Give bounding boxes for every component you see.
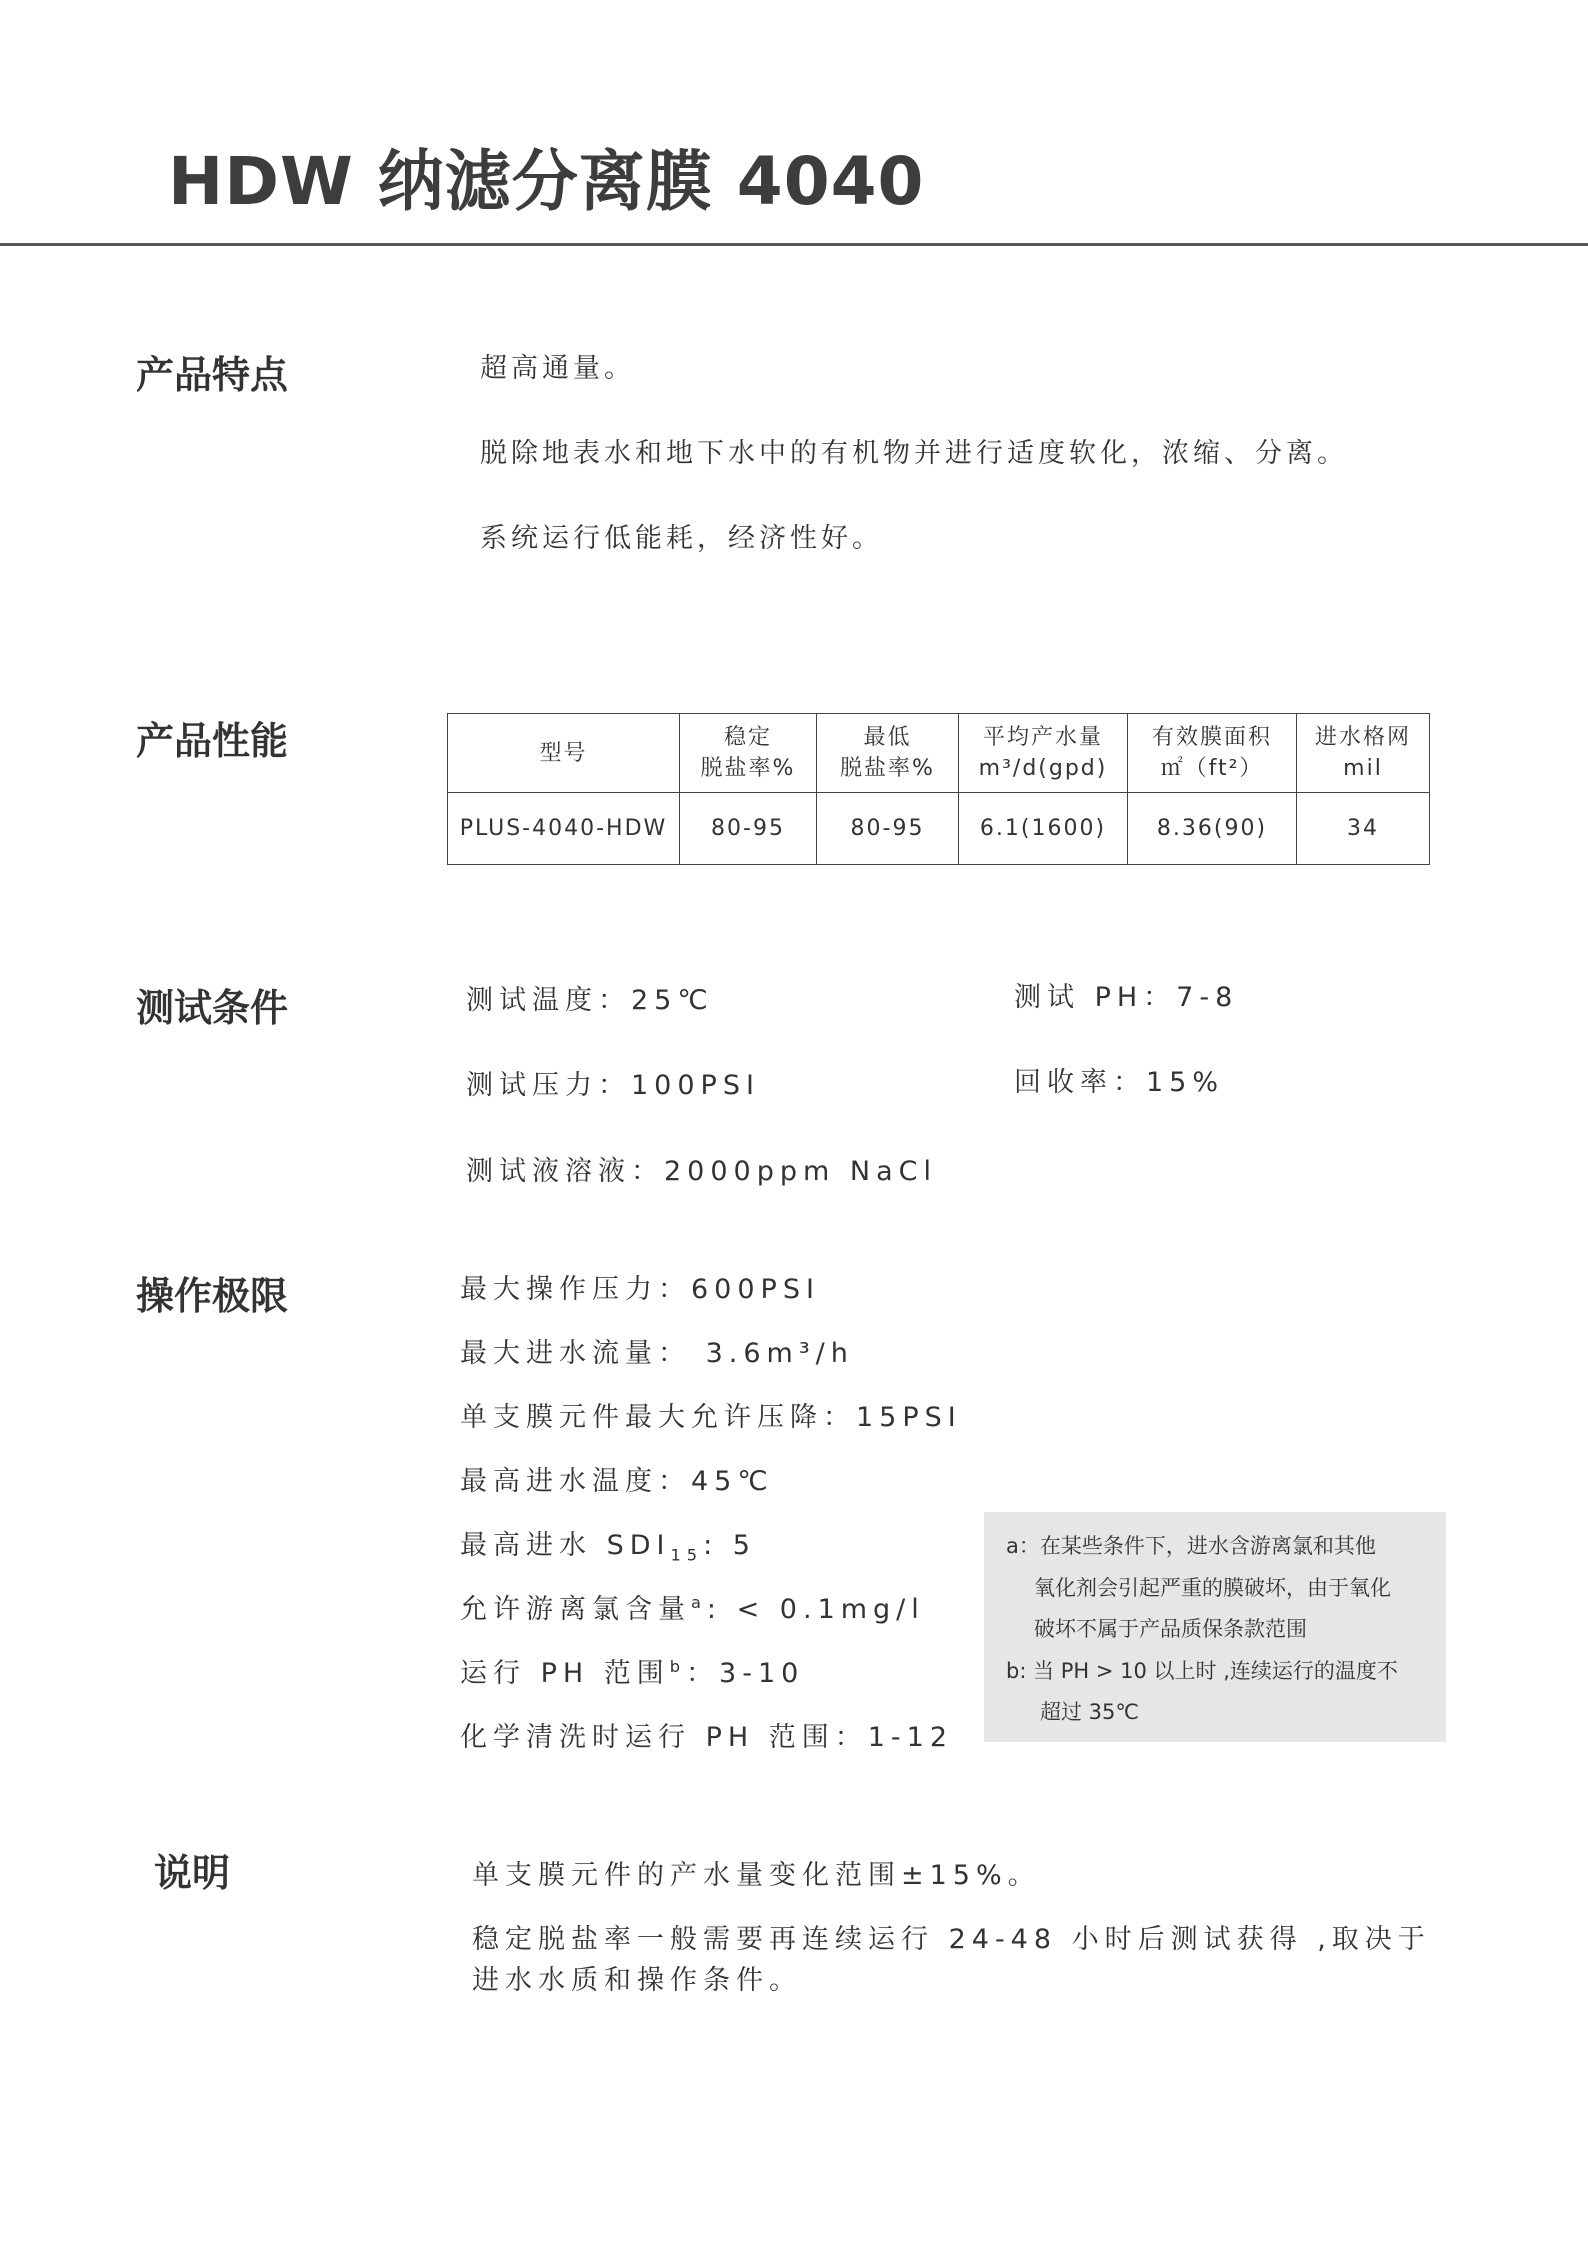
- footnote-a-line-1: a：在某些条件下，进水含游离氯和其他: [1006, 1534, 1376, 1558]
- cell-feed-spacer: 34: [1297, 793, 1430, 865]
- cleaning-ph-range: 化学清洗时运行 PH 范围：1-12: [460, 1722, 954, 1753]
- cell-model: PLUS-4040-HDW: [448, 793, 680, 865]
- test-ph: 测试 PH：7-8: [1014, 982, 1239, 1013]
- test-temperature: 测试温度：25℃: [466, 985, 714, 1016]
- remark-line-2: 稳定脱盐率一般需要再连续运行 24-48 小时后测试获得 ,取决于: [472, 1924, 1431, 1955]
- feature-item-2: 脱除地表水和地下水中的有机物并进行适度软化，浓缩、分离。: [480, 438, 1348, 469]
- footnote-a-line-2: 氧化剂会引起严重的膜破坏，由于氧化: [1034, 1576, 1391, 1600]
- max-operating-pressure: 最大操作压力：600PSI: [460, 1274, 820, 1305]
- operating-ph-range: 运行 PH 范围$^b$：3-10: [460, 1657, 805, 1689]
- operating-limits-heading: 操作极限: [136, 1274, 289, 1318]
- max-pressure-drop: 单支膜元件最大允许压降：15PSI: [460, 1402, 962, 1433]
- footnote-box: [984, 1512, 1446, 1742]
- header-cell-min-rejection: 最低 脱盐率%: [817, 714, 959, 793]
- page-title: HDW 纳滤分离膜 4040: [168, 143, 925, 220]
- table-row: [448, 793, 1430, 865]
- test-conditions-heading: 测试条件: [136, 986, 289, 1030]
- footnote-a-line-3: 破坏不属于产品质保条款范围: [1034, 1617, 1307, 1641]
- max-feed-flow: 最大进水流量： 3.6m³/h: [460, 1338, 854, 1369]
- performance-heading: 产品性能: [136, 719, 289, 763]
- remarks-heading: 说明: [154, 1851, 231, 1895]
- test-recovery: 回收率：15%: [1014, 1067, 1225, 1098]
- features-heading: 产品特点: [136, 353, 289, 397]
- title-divider: [0, 243, 1588, 246]
- feature-item-1: 超高通量。: [480, 353, 635, 384]
- remark-line-1: 单支膜元件的产水量变化范围±15%。: [472, 1860, 1041, 1891]
- remark-line-3: 进水水质和操作条件。: [472, 1965, 802, 1996]
- footnote-b-line-1: b: 当 PH > 10 以上时 ,连续运行的温度不: [1006, 1659, 1398, 1683]
- cell-membrane-area: 8.36(90): [1128, 793, 1297, 865]
- cell-stable-rejection: 80-95: [680, 793, 817, 865]
- header-cell-avg-flow: 平均产水量 m³/d(gpd): [959, 714, 1128, 793]
- max-feed-temperature: 最高进水温度：45℃: [460, 1466, 774, 1497]
- cell-avg-flow: 6.1(1600): [959, 793, 1128, 865]
- header-cell-feed-spacer: 进水格网 mil: [1297, 714, 1430, 793]
- header-cell-model: 型号: [448, 714, 680, 793]
- header-cell-stable-rejection: 稳定 脱盐率%: [680, 714, 817, 793]
- performance-table: [447, 713, 1430, 865]
- footnote-b-line-2: 超过 35℃: [1040, 1700, 1139, 1724]
- test-pressure: 测试压力：100PSI: [466, 1070, 760, 1101]
- table-header-row: [448, 714, 1430, 793]
- feature-item-3: 系统运行低能耗，经济性好。: [480, 523, 883, 554]
- cell-min-rejection: 80-95: [817, 793, 959, 865]
- test-solution: 测试液溶液：2000ppm NaCl: [466, 1156, 937, 1187]
- header-cell-membrane-area: 有效膜面积 ㎡（ft²）: [1128, 714, 1297, 793]
- max-feed-sdi: 最高进水 $SDI_{15}$: 5: [460, 1530, 756, 1565]
- free-chlorine-limit: 允许游离氯含量$^a$: < 0.1mg/l: [460, 1593, 925, 1625]
